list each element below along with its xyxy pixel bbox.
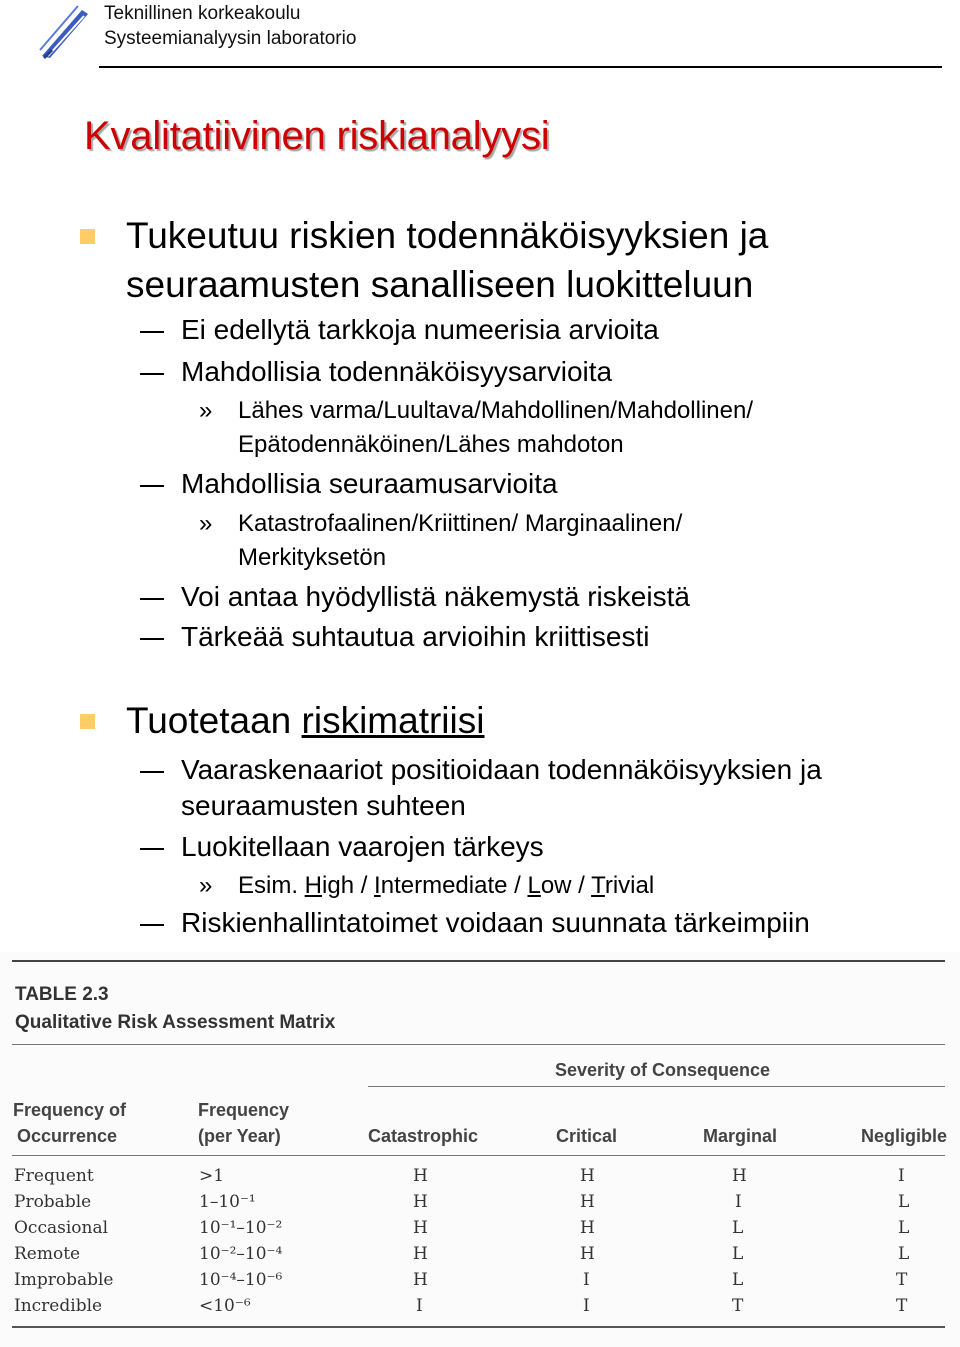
row-frequency: 10⁻²–10⁻⁴ <box>199 1244 283 1264</box>
word-rest: igh / <box>322 872 375 899</box>
row-occurrence: Improbable <box>14 1270 114 1290</box>
slide-title: Kvalitatiivinen riskianalyysi <box>84 114 550 158</box>
header-divider <box>99 66 942 68</box>
cell-catastrophic: H <box>413 1166 428 1186</box>
cell-negligible: T <box>896 1296 908 1316</box>
bullet-square-icon <box>80 714 95 729</box>
table-label: TABLE 2.3 <box>15 984 109 1005</box>
dash-icon <box>140 373 164 375</box>
cell-negligible: L <box>898 1192 910 1212</box>
cell-critical: H <box>580 1166 595 1186</box>
table-top-rule <box>12 960 945 962</box>
cell-marginal: H <box>732 1166 747 1186</box>
row-frequency: <10⁻⁶ <box>199 1296 251 1316</box>
sub-sub-bullet-text: Lähes varma/Luultava/Mahdollinen/Mahdollinen/ <box>238 397 753 424</box>
col-header-marginal: Marginal <box>703 1126 778 1146</box>
col-header-negligible: Negligible <box>861 1126 948 1146</box>
row-occurrence: Frequent <box>14 1166 94 1186</box>
guillemet-icon: » <box>199 872 213 899</box>
guillemet-icon: » <box>199 510 213 537</box>
caption-rule <box>12 1044 945 1045</box>
row-frequency: 1–10⁻¹ <box>199 1192 256 1212</box>
sub-sub-bullet-text <box>238 869 654 903</box>
cell-critical: I <box>583 1296 590 1316</box>
cell-catastrophic: H <box>413 1218 428 1238</box>
cell-catastrophic: I <box>416 1296 423 1316</box>
dash-icon <box>140 638 164 640</box>
institution-line-1: Teknillinen korkeakoulu <box>104 3 301 24</box>
sub-sub-bullet-text: Merkityksetön <box>238 544 387 571</box>
letter-l: L <box>527 872 541 899</box>
cell-critical: I <box>583 1270 590 1290</box>
letter-h: H <box>304 872 323 899</box>
sub-bullet-text: Tärkeää suhtautua arvioihin kriittisesti <box>181 621 650 652</box>
row-occurrence: Occasional <box>14 1218 109 1238</box>
col-header-frequency: Frequency <box>198 1100 290 1120</box>
sub-bullet-text: Riskienhallintatoimet voidaan suunnata tärkeimpiin <box>181 907 810 938</box>
risk-matrix-link[interactable]: riskimatriisi <box>301 700 485 741</box>
cell-marginal: T <box>732 1296 744 1316</box>
cell-marginal: L <box>732 1270 744 1290</box>
word-rest: rivial <box>604 872 655 899</box>
sub-bullet-text: Voi antaa hyödyllistä näkemystä riskeistä <box>181 581 690 612</box>
col-header-per-year: (per Year) <box>198 1126 281 1146</box>
dash-icon <box>140 924 164 926</box>
cell-catastrophic: H <box>413 1270 428 1290</box>
sub-sub-bullet-text: Katastrofaalinen/Kriittinen/ Marginaalinen/ <box>238 510 683 537</box>
sub-bullet-text: Vaaraskenaariot positioidaan todennäköisyyksien ja <box>181 754 822 785</box>
cell-marginal: L <box>732 1244 744 1264</box>
col-header-occurrence: Occurrence <box>17 1126 118 1146</box>
cell-negligible: T <box>896 1270 908 1290</box>
row-frequency: >1 <box>199 1166 225 1186</box>
slide-header <box>0 0 960 75</box>
letter-t: T <box>591 872 605 899</box>
row-frequency: 10⁻⁴–10⁻⁶ <box>199 1270 283 1290</box>
dash-icon <box>140 331 164 333</box>
cell-critical: H <box>580 1192 595 1212</box>
dash-icon <box>140 848 164 850</box>
sub-bullet-text: Mahdollisia todennäköisyysarvioita <box>181 356 613 387</box>
col-header-catastrophic: Catastrophic <box>368 1126 479 1146</box>
word-rest: ntermediate / <box>380 872 528 899</box>
col-header-critical: Critical <box>556 1126 618 1146</box>
guillemet-icon: » <box>199 397 213 424</box>
bullet-1-line-2: seuraamusten sanalliseen luokitteluun <box>126 264 754 305</box>
col-header-frequency-of: Frequency of <box>13 1100 127 1120</box>
table-bottom-rule <box>12 1326 945 1328</box>
severity-header: Severity of Consequence <box>555 1060 771 1080</box>
sub-bullet-text: Luokitellaan vaarojen tärkeys <box>181 831 544 862</box>
institution-name <box>104 1 356 51</box>
row-frequency: 10⁻¹–10⁻² <box>199 1218 283 1238</box>
letter-i: I <box>374 872 381 899</box>
cell-critical: H <box>580 1218 595 1238</box>
word-rest: ow / <box>540 872 592 899</box>
cell-critical: H <box>580 1244 595 1264</box>
severity-rule <box>368 1086 945 1087</box>
cell-marginal: I <box>735 1192 742 1212</box>
bullet-1-line-1: Tukeutuu riskien todennäköisyyksien ja <box>126 215 769 256</box>
bullet-2-text <box>126 697 484 745</box>
cell-catastrophic: H <box>413 1192 428 1212</box>
cell-negligible: L <box>898 1218 910 1238</box>
sub-bullet-text: seuraamusten suhteen <box>181 790 466 821</box>
header-rule <box>12 1155 945 1156</box>
row-occurrence: Remote <box>14 1244 81 1264</box>
row-occurrence: Incredible <box>14 1296 103 1316</box>
bullet-2-prefix: Tuotetaan <box>126 700 302 741</box>
sub-bullet-text: Mahdollisia seuraamusarvioita <box>181 468 558 499</box>
cell-negligible: L <box>898 1244 910 1264</box>
dash-icon <box>140 485 164 487</box>
bullet-square-icon <box>80 229 95 244</box>
example-prefix: Esim. <box>238 872 305 899</box>
sub-sub-bullet-text: Epätodennäköinen/Lähes mahdoton <box>238 431 624 458</box>
table-caption: Qualitative Risk Assessment Matrix <box>15 1012 336 1033</box>
dash-icon <box>140 771 164 773</box>
sub-bullet-text: Ei edellytä tarkkoja numeerisia arvioita <box>181 314 659 345</box>
cell-negligible: I <box>898 1166 905 1186</box>
cell-catastrophic: H <box>413 1244 428 1264</box>
row-occurrence: Probable <box>14 1192 92 1212</box>
cell-marginal: L <box>732 1218 744 1238</box>
institution-line-2: Systeemianalyysin laboratorio <box>104 28 357 49</box>
dash-icon <box>140 598 164 600</box>
university-logo-icon <box>38 4 90 60</box>
